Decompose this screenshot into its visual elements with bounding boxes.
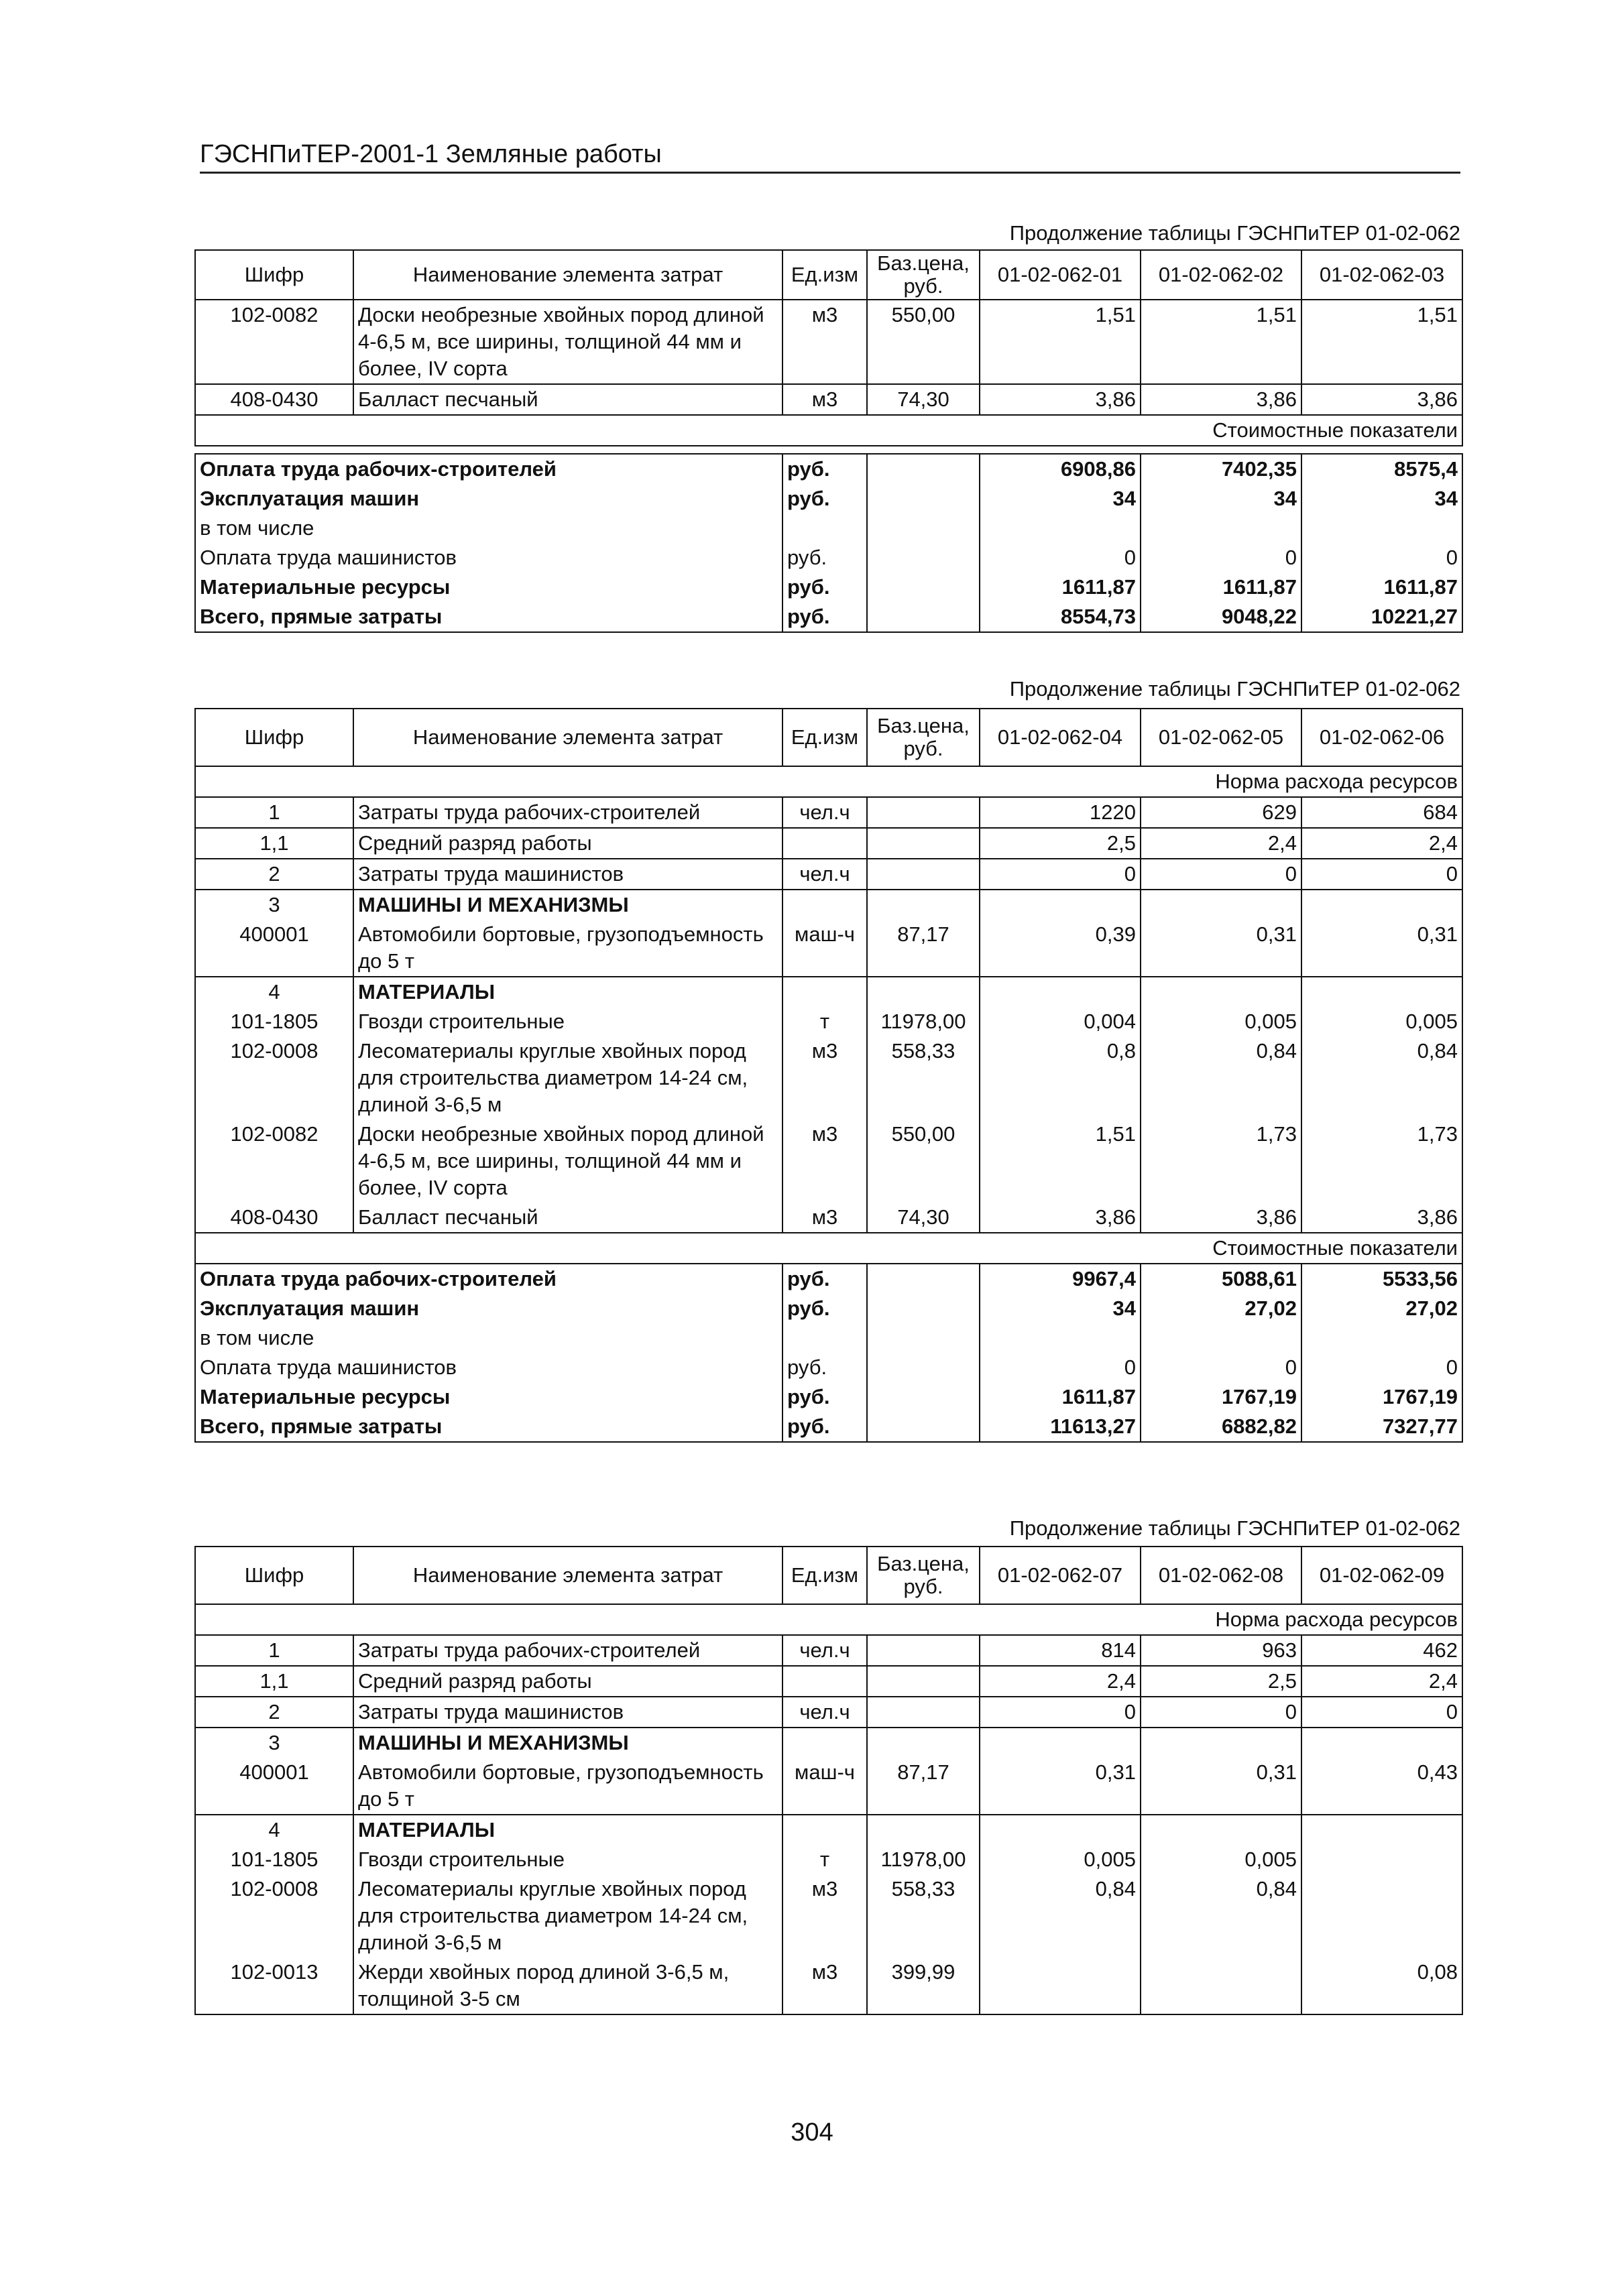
row-price: 550,00 (867, 300, 980, 384)
table-row (195, 1845, 1462, 1874)
row-price: 87,17 (867, 1758, 980, 1815)
row-code: 3 (195, 890, 353, 920)
row-value: 814 (980, 1635, 1141, 1666)
row-unit: маш-ч (782, 1758, 867, 1815)
cost-row (195, 572, 1462, 602)
header-unit: Ед.изм (782, 1547, 867, 1604)
row-value: 0,8 (980, 1036, 1141, 1120)
row-value: 0,43 (1301, 1758, 1462, 1815)
cost-value: 9967,4 (980, 1264, 1141, 1294)
table-row (195, 1758, 1462, 1815)
row-price: 74,30 (867, 1203, 980, 1233)
row-code: 400001 (195, 1758, 353, 1815)
header-code: Шифр (195, 709, 353, 766)
table-row (195, 828, 1462, 859)
cost-value: 1611,87 (980, 572, 1141, 602)
row-price: 399,99 (867, 1957, 980, 2014)
row-price (867, 859, 980, 890)
row-code: 101-1805 (195, 1845, 353, 1874)
cost-name: в том числе (195, 513, 782, 543)
row-value: 1,51 (1301, 300, 1462, 384)
continuation-label: Продолжение таблицы ГЭСНПиТЕР 01-02-062 (1009, 677, 1460, 701)
page-number: 304 (791, 2118, 833, 2147)
row-value: 1,73 (1141, 1120, 1301, 1203)
row-price (867, 1635, 980, 1666)
header-column: 01-02-062-05 (1141, 709, 1301, 766)
row-name: Средний разряд работы (353, 828, 782, 859)
cost-price (867, 513, 980, 543)
row-value (1141, 977, 1301, 1007)
table-row (195, 1874, 1462, 1957)
row-code: 101-1805 (195, 1007, 353, 1036)
row-unit (782, 1666, 867, 1697)
row-price (867, 1815, 980, 1845)
cost-price (867, 1412, 980, 1442)
header-unit: Ед.изм (782, 250, 867, 300)
cost-price (867, 602, 980, 632)
cost-value (980, 1323, 1141, 1353)
row-price (867, 977, 980, 1007)
cost-value: 1767,19 (1301, 1382, 1462, 1412)
row-price: 558,33 (867, 1874, 980, 1957)
page-header-title: ГЭСНПиТЕР-2001-1 Земляные работы (200, 139, 1460, 174)
cost-name: Оплата труда рабочих-строителей (195, 454, 782, 484)
cost-name: Эксплуатация машин (195, 1294, 782, 1323)
row-name: МАШИНЫ И МЕХАНИЗМЫ (353, 890, 782, 920)
row-value: 0,08 (1301, 1957, 1462, 2014)
cost-row (195, 602, 1462, 632)
row-value: 2,5 (1141, 1666, 1301, 1697)
header-unit: Ед.изм (782, 709, 867, 766)
row-value: 0,005 (1141, 1845, 1301, 1874)
row-code: 102-0008 (195, 1874, 353, 1957)
row-value: 462 (1301, 1635, 1462, 1666)
row-code: 2 (195, 1697, 353, 1728)
cost-value: 9048,22 (1141, 602, 1301, 632)
row-name: Лесоматериалы круглые хвойных пород для строительства диаметром 14-24 см, длиной 3-6,5 м (353, 1036, 782, 1120)
row-unit (782, 1815, 867, 1845)
row-code: 1,1 (195, 828, 353, 859)
cost-row (195, 543, 1462, 572)
cost-price (867, 454, 980, 484)
row-value: 0,31 (1141, 1758, 1301, 1815)
row-unit: м3 (782, 1203, 867, 1233)
cost-price (867, 484, 980, 513)
row-price: 11978,00 (867, 1007, 980, 1036)
section-title: Стоимостные показатели (195, 415, 1462, 446)
row-value: 0 (980, 1697, 1141, 1728)
row-unit (782, 828, 867, 859)
row-value (1141, 890, 1301, 920)
row-value: 3,86 (980, 384, 1141, 415)
row-value: 0,31 (1141, 920, 1301, 977)
row-value: 0,005 (980, 1845, 1141, 1874)
table-row (195, 1815, 1462, 1845)
cost-name: Оплата труда машинистов (195, 1353, 782, 1382)
row-code: 102-0013 (195, 1957, 353, 2014)
cost-price (867, 1264, 980, 1294)
cost-value: 10221,27 (1301, 602, 1462, 632)
row-code: 4 (195, 1815, 353, 1845)
row-name: Доски необрезные хвойных пород длиной 4-6,5 м, все ширины, толщиной 44 мм и более, IV сорта (353, 300, 782, 384)
header-name: Наименование элемента затрат (353, 250, 782, 300)
row-value: 684 (1301, 797, 1462, 828)
cost-unit: руб. (782, 543, 867, 572)
cost-row (195, 1323, 1462, 1353)
row-name: Балласт песчаный (353, 1203, 782, 1233)
row-price: 87,17 (867, 920, 980, 977)
row-value (980, 890, 1141, 920)
row-unit: м3 (782, 1036, 867, 1120)
header-column: 01-02-062-06 (1301, 709, 1462, 766)
cost-value: 34 (980, 1294, 1141, 1323)
row-code: 1,1 (195, 1666, 353, 1697)
cost-row (195, 513, 1462, 543)
row-name: Доски необрезные хвойных пород длиной 4-6,5 м, все ширины, толщиной 44 мм и более, IV сорта (353, 1120, 782, 1203)
row-unit: м3 (782, 1120, 867, 1203)
cost-value (1141, 1323, 1301, 1353)
row-price (867, 797, 980, 828)
row-value (980, 1728, 1141, 1758)
cost-value (980, 513, 1141, 543)
table-row (195, 859, 1462, 890)
row-name: Затраты труда рабочих-строителей (353, 797, 782, 828)
cost-value: 5088,61 (1141, 1264, 1301, 1294)
cost-unit (782, 513, 867, 543)
cost-row (195, 1412, 1462, 1442)
row-value: 0,31 (1301, 920, 1462, 977)
row-value: 2,4 (1141, 828, 1301, 859)
row-value (980, 977, 1141, 1007)
row-code: 1 (195, 1635, 353, 1666)
cost-value: 0 (1301, 1353, 1462, 1382)
cost-value: 27,02 (1141, 1294, 1301, 1323)
row-value (1301, 1845, 1462, 1874)
cost-name: Эксплуатация машин (195, 484, 782, 513)
resource-table-1 (194, 249, 1463, 633)
cost-name: Всего, прямые затраты (195, 602, 782, 632)
table-row (195, 1697, 1462, 1728)
resource-table-3 (194, 1546, 1463, 2015)
cost-row (195, 1382, 1462, 1412)
row-price (867, 1666, 980, 1697)
row-value: 0,004 (980, 1007, 1141, 1036)
cost-price (867, 1353, 980, 1382)
cost-value: 7327,77 (1301, 1412, 1462, 1442)
cost-unit: руб. (782, 484, 867, 513)
row-name: Средний разряд работы (353, 1666, 782, 1697)
header-price: Баз.цена, руб. (867, 709, 980, 766)
row-value (1141, 1957, 1301, 2014)
row-value: 2,5 (980, 828, 1141, 859)
row-value: 0,84 (1141, 1874, 1301, 1957)
row-value: 1220 (980, 797, 1141, 828)
row-value (1141, 1728, 1301, 1758)
cost-value: 5533,56 (1301, 1264, 1462, 1294)
row-name: Гвозди строительные (353, 1845, 782, 1874)
cost-value (1141, 513, 1301, 543)
cost-name: Оплата труда машинистов (195, 543, 782, 572)
section-title: Норма расхода ресурсов (195, 766, 1462, 797)
header-code: Шифр (195, 1547, 353, 1604)
row-name: Автомобили бортовые, грузоподъемность до 5 т (353, 1758, 782, 1815)
cost-value: 0 (1141, 543, 1301, 572)
row-value: 1,51 (980, 1120, 1141, 1203)
cost-price (867, 572, 980, 602)
row-value: 0 (980, 859, 1141, 890)
row-price (867, 890, 980, 920)
resource-table-2 (194, 708, 1463, 1443)
row-unit: м3 (782, 300, 867, 384)
row-price (867, 1697, 980, 1728)
row-value: 0 (1301, 1697, 1462, 1728)
row-name: Жерди хвойных пород длиной 3-6,5 м, толщиной 3-5 см (353, 1957, 782, 2014)
row-name: Балласт песчаный (353, 384, 782, 415)
header-column: 01-02-062-08 (1141, 1547, 1301, 1604)
row-unit: м3 (782, 1957, 867, 2014)
cost-value: 1611,87 (1301, 572, 1462, 602)
table-row (195, 1036, 1462, 1120)
row-value (1301, 977, 1462, 1007)
cost-price (867, 1323, 980, 1353)
cost-value: 0 (1301, 543, 1462, 572)
row-value: 0 (1141, 1697, 1301, 1728)
row-value (1301, 1874, 1462, 1957)
row-name: Автомобили бортовые, грузоподъемность до 5 т (353, 920, 782, 977)
cost-unit: руб. (782, 602, 867, 632)
row-value: 3,86 (980, 1203, 1141, 1233)
cost-value: 27,02 (1301, 1294, 1462, 1323)
row-unit (782, 1728, 867, 1758)
header-code: Шифр (195, 250, 353, 300)
row-code: 1 (195, 797, 353, 828)
row-value: 1,51 (1141, 300, 1301, 384)
header-column: 01-02-062-09 (1301, 1547, 1462, 1604)
row-name: Затраты труда машинистов (353, 1697, 782, 1728)
cost-unit: руб. (782, 1353, 867, 1382)
row-unit: м3 (782, 1874, 867, 1957)
row-code: 102-0082 (195, 1120, 353, 1203)
row-value: 0,31 (980, 1758, 1141, 1815)
row-unit: чел.ч (782, 859, 867, 890)
row-unit: маш-ч (782, 920, 867, 977)
row-price: 74,30 (867, 384, 980, 415)
cost-price (867, 1294, 980, 1323)
row-value: 0 (1301, 859, 1462, 890)
cost-value: 1611,87 (980, 1382, 1141, 1412)
row-name: Затраты труда рабочих-строителей (353, 1635, 782, 1666)
row-value: 0 (1141, 859, 1301, 890)
cost-value: 0 (980, 543, 1141, 572)
table-row (195, 890, 1462, 920)
row-value: 3,86 (1141, 384, 1301, 415)
row-value: 2,4 (1301, 828, 1462, 859)
cost-value: 34 (1141, 484, 1301, 513)
row-price (867, 1728, 980, 1758)
cost-name: Материальные ресурсы (195, 1382, 782, 1412)
section-title: Норма расхода ресурсов (195, 1604, 1462, 1635)
table-row (195, 1957, 1462, 2014)
row-name: МАТЕРИАЛЫ (353, 1815, 782, 1845)
header-name: Наименование элемента затрат (353, 709, 782, 766)
cost-unit: руб. (782, 1412, 867, 1442)
row-price: 11978,00 (867, 1845, 980, 1874)
row-unit: чел.ч (782, 1697, 867, 1728)
row-unit: м3 (782, 384, 867, 415)
row-code: 2 (195, 859, 353, 890)
table-row (195, 920, 1462, 977)
row-value: 1,51 (980, 300, 1141, 384)
row-unit: чел.ч (782, 797, 867, 828)
header-column: 01-02-062-03 (1301, 250, 1462, 300)
table-row (195, 1203, 1462, 1233)
cost-value: 6908,86 (980, 454, 1141, 484)
cost-row (195, 484, 1462, 513)
cost-value: 11613,27 (980, 1412, 1141, 1442)
cost-unit: руб. (782, 572, 867, 602)
header-column: 01-02-062-07 (980, 1547, 1141, 1604)
cost-value: 0 (1141, 1353, 1301, 1382)
row-name: МАШИНЫ И МЕХАНИЗМЫ (353, 1728, 782, 1758)
table-row (195, 1007, 1462, 1036)
row-value: 0,005 (1301, 1007, 1462, 1036)
row-price: 558,33 (867, 1036, 980, 1120)
row-value: 1,73 (1301, 1120, 1462, 1203)
table-row (195, 1120, 1462, 1203)
cost-value: 1767,19 (1141, 1382, 1301, 1412)
row-value: 3,86 (1301, 384, 1462, 415)
row-price: 550,00 (867, 1120, 980, 1203)
row-price (867, 828, 980, 859)
row-value (980, 1815, 1141, 1845)
row-name: МАТЕРИАЛЫ (353, 977, 782, 1007)
table-row (195, 977, 1462, 1007)
cost-value: 6882,82 (1141, 1412, 1301, 1442)
cost-value: 8554,73 (980, 602, 1141, 632)
spacer (195, 446, 1462, 454)
cost-price (867, 543, 980, 572)
table-row (195, 1728, 1462, 1758)
cost-value: 0 (980, 1353, 1141, 1382)
row-code: 3 (195, 1728, 353, 1758)
cost-name: Всего, прямые затраты (195, 1412, 782, 1442)
row-code: 4 (195, 977, 353, 1007)
cost-unit (782, 1323, 867, 1353)
row-value: 629 (1141, 797, 1301, 828)
cost-name: Материальные ресурсы (195, 572, 782, 602)
cost-value (1301, 1323, 1462, 1353)
row-value: 963 (1141, 1635, 1301, 1666)
row-unit: чел.ч (782, 1635, 867, 1666)
row-value: 0,39 (980, 920, 1141, 977)
cost-value: 7402,35 (1141, 454, 1301, 484)
cost-unit: руб. (782, 1294, 867, 1323)
cost-value (1301, 513, 1462, 543)
continuation-label: Продолжение таблицы ГЭСНПиТЕР 01-02-062 (1009, 1516, 1460, 1540)
cost-value: 8575,4 (1301, 454, 1462, 484)
row-value: 2,4 (1301, 1666, 1462, 1697)
table-row (195, 384, 1462, 415)
row-name: Гвозди строительные (353, 1007, 782, 1036)
section-title: Стоимостные показатели (195, 1233, 1462, 1264)
row-value: 3,86 (1301, 1203, 1462, 1233)
cost-value: 34 (1301, 484, 1462, 513)
cost-unit: руб. (782, 454, 867, 484)
header-column: 01-02-062-04 (980, 709, 1141, 766)
row-value (1301, 1728, 1462, 1758)
row-code: 102-0082 (195, 300, 353, 384)
cost-name: в том числе (195, 1323, 782, 1353)
header-name: Наименование элемента затрат (353, 1547, 782, 1604)
cost-row (195, 1353, 1462, 1382)
cost-value: 1611,87 (1141, 572, 1301, 602)
row-value (980, 1957, 1141, 2014)
row-value (1301, 890, 1462, 920)
row-unit: т (782, 1845, 867, 1874)
header-price: Баз.цена, руб. (867, 250, 980, 300)
row-unit (782, 890, 867, 920)
cost-row (195, 1264, 1462, 1294)
row-value: 0,84 (980, 1874, 1141, 1957)
header-column: 01-02-062-01 (980, 250, 1141, 300)
row-unit: т (782, 1007, 867, 1036)
row-value: 0,84 (1301, 1036, 1462, 1120)
row-value: 0,005 (1141, 1007, 1301, 1036)
row-unit (782, 977, 867, 1007)
row-code: 408-0430 (195, 384, 353, 415)
row-value: 0,84 (1141, 1036, 1301, 1120)
cost-row (195, 454, 1462, 484)
cost-unit: руб. (782, 1382, 867, 1412)
table-row (195, 1666, 1462, 1697)
header-column: 01-02-062-02 (1141, 250, 1301, 300)
row-value: 3,86 (1141, 1203, 1301, 1233)
cost-price (867, 1382, 980, 1412)
row-name: Затраты труда машинистов (353, 859, 782, 890)
row-code: 408-0430 (195, 1203, 353, 1233)
table-row (195, 1635, 1462, 1666)
row-code: 400001 (195, 920, 353, 977)
header-price: Баз.цена, руб. (867, 1547, 980, 1604)
row-value (1141, 1815, 1301, 1845)
row-value (1301, 1815, 1462, 1845)
continuation-label: Продолжение таблицы ГЭСНПиТЕР 01-02-062 (1009, 221, 1460, 245)
row-value: 2,4 (980, 1666, 1141, 1697)
table-row (195, 300, 1462, 384)
row-name: Лесоматериалы круглые хвойных пород для строительства диаметром 14-24 см, длиной 3-6,5 м (353, 1874, 782, 1957)
cost-value: 34 (980, 484, 1141, 513)
cost-unit: руб. (782, 1264, 867, 1294)
cost-name: Оплата труда рабочих-строителей (195, 1264, 782, 1294)
row-code: 102-0008 (195, 1036, 353, 1120)
table-row (195, 797, 1462, 828)
cost-row (195, 1294, 1462, 1323)
